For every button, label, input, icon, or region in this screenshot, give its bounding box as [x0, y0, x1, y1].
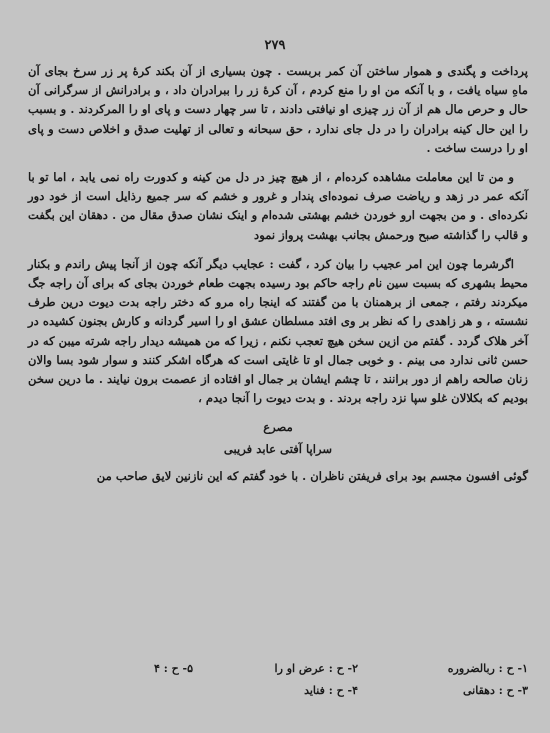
- page-number: ۲۷۹: [264, 38, 286, 53]
- verse-heading: مصرع: [263, 420, 293, 435]
- footnote-row-2: [28, 680, 528, 702]
- paragraph-3: اگرشرما چون این امر عجیب را بیان کرد ، گفت : عجایب دیگر آنکه چون از آنجا پیش راندم و بکنار محیط بشهری که بسبت سین نام راجه حاکم بود رسیده بجهت طعام خوردن بجای که برای آن راجه جگ میکردند رفتم ، جمعی از برهمنان با من گفتند که اینجا راه مرو که دختر راجه بدت دیوت درین طرف نشسته ، و هر زاهدی را که نظر بر وی افتد مسلطان عشق او را اسیر گردانه و کارش بجنون کشیده در آخر هلاک گردد . گفتم من ازین سخن هیچ تعجب نکنم ، زیرا که من همیشه دیدار راجه شرته میبن که در حسن ثانی ندارد می بینم . و خوبی جمال او تا غایتی است که هرگاه اشکر کنند و سوار شود بسا والان زنان صالحه راهم از دور برانند ، تا چشم ایشان بر جمال او افتاده از عصمت برون نیایند . ما درین سخن بودیم که بکلالان غلو سپا نزد راجه بردند . و بدت دیوت را آنجا دیدم ،: [28, 256, 528, 406]
- footnotes: [28, 658, 528, 702]
- verse-couplet: گوئی افسون مجسم بود برای فریفتن ناظران . با خود گفتم که این نازنین لایق صاحب من: [96, 468, 528, 483]
- footnote-1: ۱- ح : ربالضروره: [447, 662, 528, 675]
- footnote-empty: [33, 680, 193, 702]
- footnote-row-1: [28, 658, 528, 680]
- footnote-2: ۲- ح : عرض او را: [274, 662, 358, 675]
- paragraph-2: و من تا این معاملت مشاهده کرده‌ام ، از هیچ چیز در دل من کینه و کدورت راه نمی یابد ، اما تو با آنکه عمر در زهد و ریاضت صرف نموده‌ای پندار و غرور و خشم که سر جمیع رذایل است از خود دور نکرده‌ای . و من بجهت ارو خوردن خشم بهشتی شده‌ام و اینک نشان صدق مقال من . دهقان این بگفت و قالب را گذاشته صبح ورحمش بجانب بهشت پرواز نمود: [28, 170, 528, 242]
- footnote-5: ۵- ح : ۴: [153, 662, 193, 675]
- footnote-4: ۴- ح : فناید: [304, 684, 358, 697]
- body-text: [28, 62, 528, 486]
- footnote-3: ۳- ح : دهقانی: [463, 684, 528, 697]
- paragraph-1: پرداخت و پگندی و هموار ساختن آن کمر بربست . چون بسیاری از آن بکند کرهٔ پر زر سرخ بجای آن ماهِ سیاه یافت ، و با آنکه من او را منع کردم ، آن کرهٔ زر را ببرادران داد ، و برادرانش از سرگرانی آن حال و حرص مال هم از آن زر چیزی او نیافتی دادند ، تا سر چهار دست و پای او را المرکردند . و بسبب را این حال کینه برادران را در دل جای ندارد ، حق سبحانه و تعالی از تهلیت صدق و اخلاص دست و پای او را درست ساخت .: [28, 64, 528, 155]
- verse-line: سراپا آفتی عابد فریبی: [223, 441, 333, 456]
